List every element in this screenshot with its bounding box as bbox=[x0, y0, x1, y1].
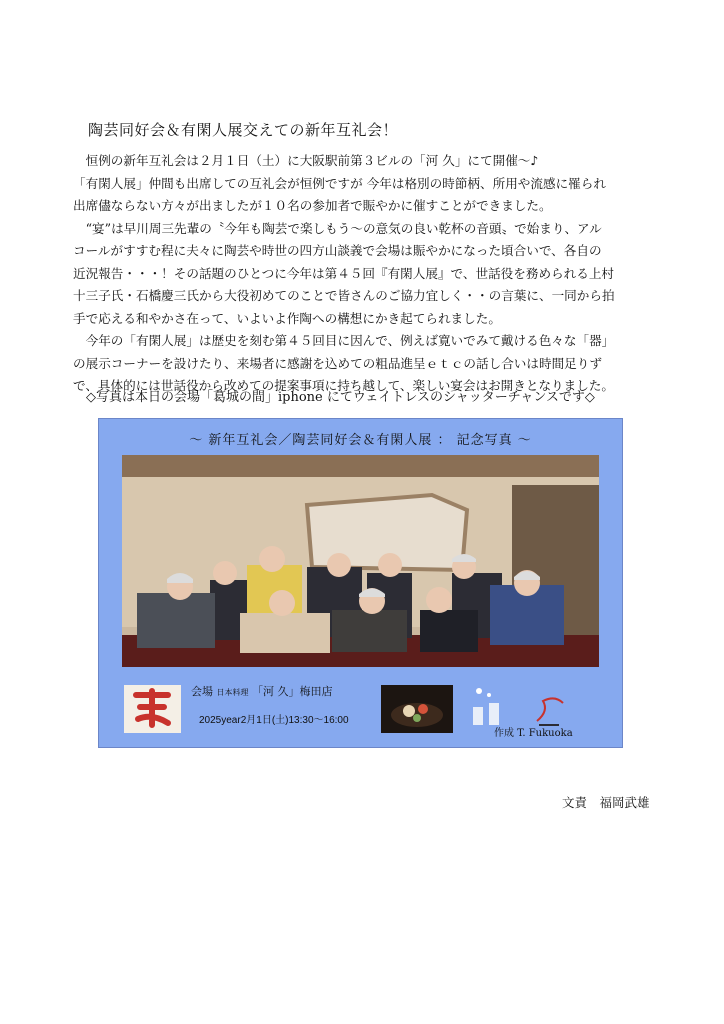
venue-name: 「河 久」梅田店 bbox=[252, 685, 333, 698]
venue-prefix: 会場 bbox=[191, 685, 213, 698]
paragraph-line: 近況報告・・・！その話題のひとつに今年は第４５回『有閑人展』で、世話役を務められる上村 bbox=[73, 265, 615, 281]
paragraph-line: 「有閑人展」仲間も出席しての互礼会が恒例ですが 今年は格別の時節柄、所用や流感に罹られ bbox=[73, 175, 606, 191]
paragraph-line: 十三子氏・石橋慶三氏から大役初めてのことで皆さんのご協力宜しく・・の言葉に、一同から拍 bbox=[73, 288, 615, 303]
venue-info bbox=[191, 683, 333, 699]
banquet-calligraphy-image bbox=[124, 685, 181, 733]
paragraph-line: で、具体的には世話役から改めての提案事項に持ち越して、楽しい宴会はお開きとなりました。 bbox=[73, 378, 615, 393]
paragraph-line: コールがすすむ程に夫々に陶芸や時世の四方山談義で会場は賑やかになった頃合いで、各自の bbox=[73, 243, 602, 258]
document-title: 陶芸同好会＆有閑人展交えての新年互礼会！ bbox=[88, 121, 399, 139]
paragraph-line: 恒例の新年互礼会は２月１日（土）に大阪駅前第３ビルの「河 久」にて開催～♪ bbox=[73, 153, 539, 168]
signature: 文責 福岡武雄 bbox=[562, 795, 650, 810]
paragraph-line: “宴”は早川周三先輩の〝今年も陶芸で楽しもう～の意気の良い乾杯の音頭〟で始まり、アル bbox=[73, 220, 602, 236]
cuisine-image bbox=[381, 685, 453, 733]
card-title: ～ 新年互礼会／陶芸同好会＆有閑人展 ： 記念写真 ～ bbox=[189, 433, 532, 448]
venue-small-label: 日本料理 bbox=[216, 688, 249, 697]
commemorative-photo-card bbox=[98, 418, 623, 748]
group-photo bbox=[122, 455, 599, 667]
event-date: 2025year2月1日(土)13:30～16:00 bbox=[199, 715, 349, 726]
group-photo-illustration bbox=[122, 455, 599, 667]
paragraph-line: の展示コーナーを設けたり、来場者に感謝を込めての粗品進呈ｅｔｃの話し合いは時間足りず bbox=[73, 355, 602, 371]
paragraph-line: 手で応える和やかさ在って、いよいよ作陶への構想にかき起てられました。 bbox=[73, 310, 501, 326]
body-text bbox=[73, 150, 663, 398]
paragraph-line: 出席儘ならない方々が出ましたが１０名の参加者で賑やかに催すことができました。 bbox=[73, 198, 552, 213]
photo-caption: ◇写真は本日の会場「葛城の間」iphone にてウェイトレスのシャッターチャンスです◇ bbox=[86, 390, 595, 405]
paragraph-line: 今年の「有閑人展」は歴史を刻む第４５回目に因んで、例えば寛いでみて戴ける色々な「器」 bbox=[73, 333, 615, 348]
author-credit: 作成 T. Fukuoka bbox=[494, 728, 573, 739]
